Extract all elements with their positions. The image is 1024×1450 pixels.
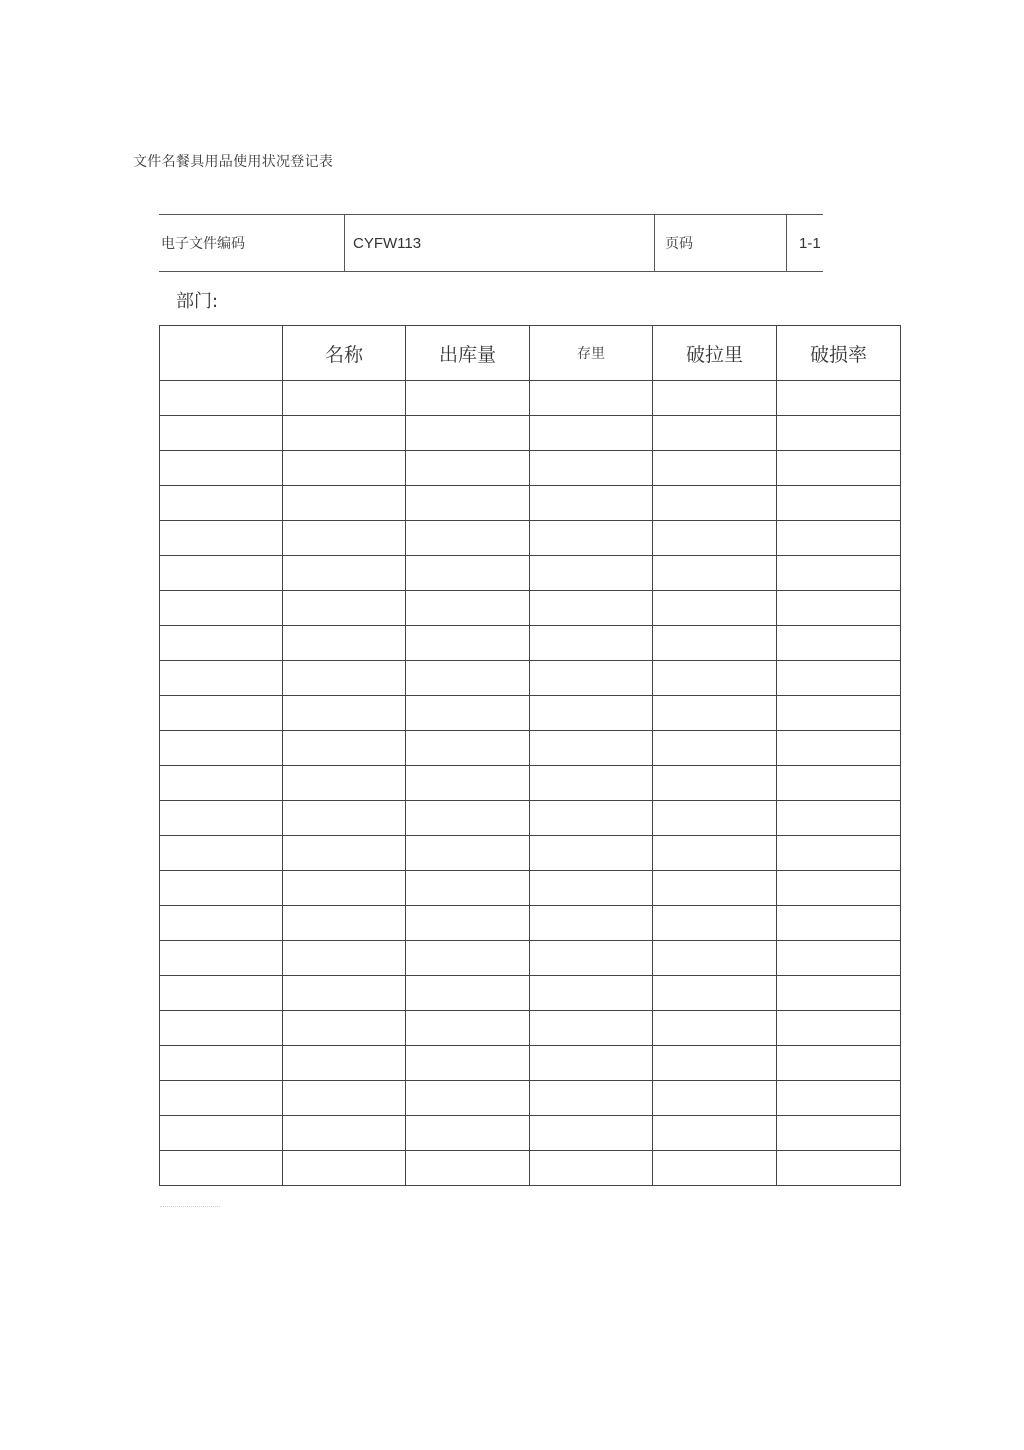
table-cell[interactable] [160, 1046, 283, 1081]
table-cell[interactable] [777, 591, 901, 626]
table-cell[interactable] [530, 766, 653, 801]
table-cell[interactable] [777, 1046, 901, 1081]
usage-register-table [159, 325, 901, 1186]
table-cell[interactable] [777, 906, 901, 941]
table-cell[interactable] [406, 906, 530, 941]
table-cell[interactable] [777, 871, 901, 906]
table-cell[interactable] [406, 976, 530, 1011]
column-header-damage-rate: 破损率 [777, 326, 901, 381]
table-row [160, 451, 901, 486]
table-cell[interactable] [406, 1011, 530, 1046]
table-cell[interactable] [160, 696, 283, 731]
table-cell[interactable] [160, 766, 283, 801]
table-cell[interactable] [530, 696, 653, 731]
table-cell[interactable] [283, 696, 406, 731]
table-cell[interactable] [777, 521, 901, 556]
table-cell[interactable] [653, 801, 777, 836]
table-cell[interactable] [160, 1081, 283, 1116]
table-cell[interactable] [160, 976, 283, 1011]
table-row [160, 1116, 901, 1151]
table-cell[interactable] [406, 871, 530, 906]
table-cell[interactable] [530, 381, 653, 416]
table-cell[interactable] [406, 486, 530, 521]
table-cell[interactable] [530, 871, 653, 906]
table-cell[interactable] [283, 381, 406, 416]
table-cell[interactable] [160, 836, 283, 871]
table-cell[interactable] [530, 661, 653, 696]
table-cell[interactable] [283, 731, 406, 766]
table-cell[interactable] [160, 1116, 283, 1151]
table-cell[interactable] [283, 1046, 406, 1081]
table-cell[interactable] [530, 941, 653, 976]
table-cell[interactable] [530, 801, 653, 836]
table-cell[interactable] [530, 1081, 653, 1116]
table-cell[interactable] [160, 801, 283, 836]
file-code-value: CYFW113 [345, 215, 655, 271]
table-cell[interactable] [530, 1046, 653, 1081]
file-meta-table [159, 214, 823, 272]
table-cell[interactable] [283, 906, 406, 941]
table-cell[interactable] [160, 661, 283, 696]
table-cell[interactable] [406, 731, 530, 766]
table-cell[interactable] [283, 416, 406, 451]
table-cell[interactable] [777, 1116, 901, 1151]
table-cell[interactable] [283, 801, 406, 836]
table-cell[interactable] [653, 451, 777, 486]
table-cell[interactable] [406, 521, 530, 556]
table-cell[interactable] [283, 1011, 406, 1046]
table-cell[interactable] [777, 1151, 901, 1186]
document-title: 文件名餐具用品使用状况登记表 [133, 154, 334, 170]
table-cell[interactable] [777, 1011, 901, 1046]
table-row [160, 731, 901, 766]
table-cell[interactable] [283, 556, 406, 591]
table-cell[interactable] [530, 1011, 653, 1046]
table-cell[interactable] [283, 766, 406, 801]
table-cell[interactable] [777, 1081, 901, 1116]
table-cell[interactable] [406, 556, 530, 591]
table-cell[interactable] [530, 976, 653, 1011]
table-row [160, 906, 901, 941]
table-row [160, 1081, 901, 1116]
table-cell[interactable] [777, 696, 901, 731]
table-row [160, 941, 901, 976]
table-cell[interactable] [283, 941, 406, 976]
footer-dotted-mark [160, 1206, 220, 1209]
table-cell[interactable] [406, 661, 530, 696]
table-row [160, 556, 901, 591]
table-row [160, 976, 901, 1011]
table-header-row [160, 326, 901, 381]
table-cell[interactable] [653, 626, 777, 661]
table-cell[interactable] [653, 731, 777, 766]
table-cell[interactable] [653, 1116, 777, 1151]
table-cell[interactable] [283, 591, 406, 626]
table-cell[interactable] [530, 836, 653, 871]
table-cell[interactable] [406, 591, 530, 626]
table-cell[interactable] [283, 451, 406, 486]
table-cell[interactable] [653, 556, 777, 591]
page-number-label: 页码 [655, 215, 787, 271]
table-row [160, 871, 901, 906]
table-cell[interactable] [653, 1151, 777, 1186]
table-row [160, 1151, 901, 1186]
table-cell[interactable] [653, 416, 777, 451]
table-cell[interactable] [653, 486, 777, 521]
table-cell[interactable] [160, 626, 283, 661]
table-cell[interactable] [406, 836, 530, 871]
table-cell[interactable] [406, 801, 530, 836]
table-row [160, 696, 901, 731]
table-row [160, 836, 901, 871]
table-cell[interactable] [406, 1081, 530, 1116]
table-row [160, 766, 901, 801]
table-cell[interactable] [530, 731, 653, 766]
table-cell[interactable] [777, 451, 901, 486]
table-cell[interactable] [653, 1011, 777, 1046]
column-header-name: 名称 [283, 326, 406, 381]
table-cell[interactable] [653, 766, 777, 801]
table-cell[interactable] [406, 416, 530, 451]
table-cell[interactable] [777, 836, 901, 871]
table-cell[interactable] [283, 1116, 406, 1151]
table-cell[interactable] [777, 556, 901, 591]
table-cell[interactable] [530, 1116, 653, 1151]
table-cell[interactable] [530, 906, 653, 941]
table-cell[interactable] [653, 381, 777, 416]
table-cell[interactable] [283, 626, 406, 661]
table-cell[interactable] [283, 1081, 406, 1116]
table-cell[interactable] [160, 731, 283, 766]
department-label: 部门: [176, 291, 219, 312]
column-header-damaged-qty: 破拉里 [653, 326, 777, 381]
table-cell[interactable] [530, 556, 653, 591]
table-cell[interactable] [406, 1116, 530, 1151]
table-cell[interactable] [653, 976, 777, 1011]
table-cell[interactable] [406, 381, 530, 416]
table-cell[interactable] [283, 976, 406, 1011]
table-cell[interactable] [283, 871, 406, 906]
table-row [160, 1046, 901, 1081]
table-cell[interactable] [653, 836, 777, 871]
table-cell[interactable] [406, 941, 530, 976]
table-cell[interactable] [283, 836, 406, 871]
table-cell[interactable] [283, 521, 406, 556]
table-cell[interactable] [777, 661, 901, 696]
table-cell[interactable] [777, 976, 901, 1011]
table-cell[interactable] [530, 416, 653, 451]
table-cell[interactable] [283, 661, 406, 696]
file-code-label: 电子文件编码 [159, 215, 345, 271]
page-number-value: 1-1 [799, 234, 821, 252]
column-header-blank [160, 326, 283, 381]
table-cell[interactable] [160, 941, 283, 976]
table-cell[interactable] [160, 906, 283, 941]
table-row [160, 801, 901, 836]
table-cell[interactable] [653, 1081, 777, 1116]
table-body [160, 381, 901, 1186]
table-cell[interactable] [160, 556, 283, 591]
table-cell[interactable] [777, 486, 901, 521]
table-cell[interactable] [530, 1151, 653, 1186]
table-cell[interactable] [160, 381, 283, 416]
table-cell[interactable] [530, 521, 653, 556]
table-row [160, 416, 901, 451]
table-cell[interactable] [160, 486, 283, 521]
table-cell[interactable] [283, 1151, 406, 1186]
table-cell[interactable] [653, 696, 777, 731]
table-cell[interactable] [283, 486, 406, 521]
table-cell[interactable] [530, 626, 653, 661]
table-cell[interactable] [653, 591, 777, 626]
table-cell[interactable] [530, 486, 653, 521]
column-header-outbound-qty: 出库量 [406, 326, 530, 381]
table-cell[interactable] [653, 1046, 777, 1081]
table-cell[interactable] [406, 451, 530, 486]
table-cell[interactable] [777, 731, 901, 766]
table-cell[interactable] [406, 766, 530, 801]
table-cell[interactable] [777, 941, 901, 976]
table-cell[interactable] [530, 451, 653, 486]
table-cell[interactable] [160, 591, 283, 626]
table-row [160, 591, 901, 626]
table-cell[interactable] [653, 661, 777, 696]
table-cell[interactable] [653, 521, 777, 556]
table-cell[interactable] [777, 766, 901, 801]
table-cell[interactable] [653, 941, 777, 976]
table-cell[interactable] [406, 626, 530, 661]
table-cell[interactable] [653, 906, 777, 941]
table-cell[interactable] [777, 381, 901, 416]
table-cell[interactable] [530, 591, 653, 626]
table-cell[interactable] [406, 696, 530, 731]
table-cell[interactable] [406, 1046, 530, 1081]
table-cell[interactable] [160, 416, 283, 451]
table-cell[interactable] [777, 626, 901, 661]
table-cell[interactable] [777, 801, 901, 836]
column-header-stock: 存里 [530, 326, 653, 381]
table-cell[interactable] [653, 871, 777, 906]
table-cell[interactable] [160, 1011, 283, 1046]
table-cell[interactable] [160, 451, 283, 486]
table-cell[interactable] [160, 1151, 283, 1186]
table-row [160, 521, 901, 556]
table-cell[interactable] [777, 416, 901, 451]
table-row [160, 661, 901, 696]
table-row [160, 1011, 901, 1046]
table-cell[interactable] [406, 1151, 530, 1186]
table-row [160, 486, 901, 521]
table-row [160, 626, 901, 661]
table-row [160, 381, 901, 416]
table-cell[interactable] [160, 521, 283, 556]
table-cell[interactable] [160, 871, 283, 906]
